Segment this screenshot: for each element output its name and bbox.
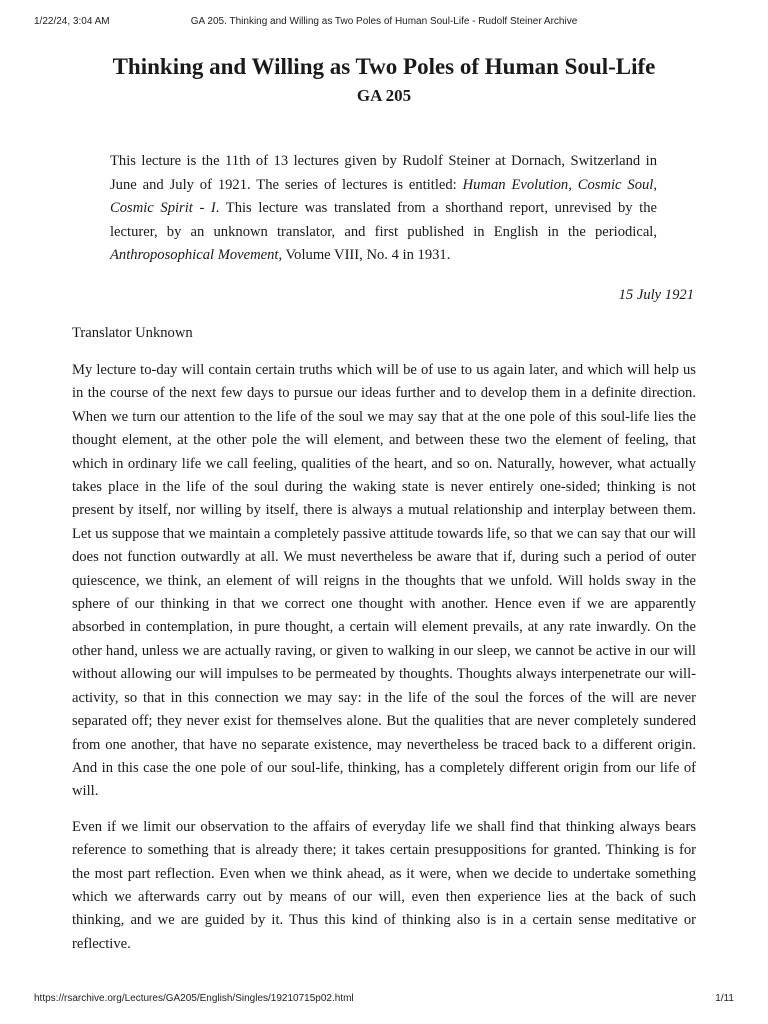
page-number: 1/11 <box>715 993 734 1004</box>
series-title: Human Evolution, Cosmic Soul, Cosmic Spirit - I <box>110 176 657 217</box>
print-date: 1/22/24, 3:04 AM <box>34 16 110 27</box>
periodical-title: Anthroposophical Movement <box>110 247 279 264</box>
print-footer <box>34 993 734 1007</box>
document-title: Thinking and Willing as Two Poles of Human Soul-Life <box>112 54 656 79</box>
document-subtitle: GA 205 <box>356 86 412 105</box>
print-header <box>34 16 734 30</box>
intro-text-1: This lecture is the 11th of 13 lectures given by Rudolf Steiner at Dornach, Switzerland in June and July of 1921. The series of lectures is entitled: <box>110 153 657 193</box>
print-url: https://rsarchive.org/Lectures/GA205/English/Singles/19210715p02.html <box>34 993 354 1004</box>
intro-paragraph <box>110 150 657 268</box>
body-paragraph: My lecture to-day will contain certain truths which will be of use to us again later, and which will help us in the course of the next few days to pursue our ideas further and to develop them in a definite direction. When we turn our attention to the life of the soul we may say that at the one pole of this soul-life lies the thought element, at the other pole the will element, and between these two the element of feeling, that which in ordinary life we call feeling, qualities of the heart, and so on. Naturally, however, what actually takes place in the life of the soul during the waking state is never entirely one-sided; thinking is not present by itself, nor willing by itself, there is always a mutual relationship and interplay between them. Let us suppose that we maintain a completely passive attitude towards life, so that we can say that our will does not function outwardly at all. We must nevertheless be aware that if, during such a period of outer quiescence, we think, an element of will reigns in the thoughts that we unfold. Will holds sway in the sphere of our thinking in that we correct one thought with another. Hence even if we are apparently absorbed in contemplation, in pure thought, a certain will element prevails, at any rate inwardly. On the other hand, unless we are actually raving, or given to walking in our sleep, we cannot be active in our will without allowing our will impulses to be permeated by thoughts. Thoughts always interpenetrate our will-activity, so that in this connection we may say: in the life of the soul the forces of the will are never separated off; they never exist for themselves alone. But the qualities that are never completely sundered from one another, that have no separate existence, may nevertheless be traced back to a different origin. And in this case the one pole of our soul-life, thinking, has a completely different origin from our life of will. <box>72 362 696 800</box>
translator-credit: Translator Unknown <box>72 325 193 341</box>
print-page-title: GA 205. Thinking and Willing as Two Poles of Human Soul-Life - Rudolf Steiner Archive <box>190 16 578 27</box>
lecture-body <box>72 359 696 968</box>
lecture-date: 15 July 1921 <box>618 287 694 303</box>
intro-text-3: , Volume VIII, No. 4 in 1931. <box>278 247 451 264</box>
intro-text-2: . This lecture was translated from a shorthand report, unrevised by the lecturer, by an unknown translator, and first published in English in the periodical, <box>110 200 658 240</box>
body-paragraph: Even if we limit our observation to the affairs of everyday life we shall find that thinking always bears reference to something that is already there; it takes certain presuppositions for granted. Thinking is for the most part reflection. Even when we think ahead, as it were, when we decide to undertake something which we afterwards carry out by means of our will, even then experience lies at the back of such thinking, and we are guided by it. Thus this kind of thinking also is in a certain sense meditative or reflective. <box>72 818 696 952</box>
